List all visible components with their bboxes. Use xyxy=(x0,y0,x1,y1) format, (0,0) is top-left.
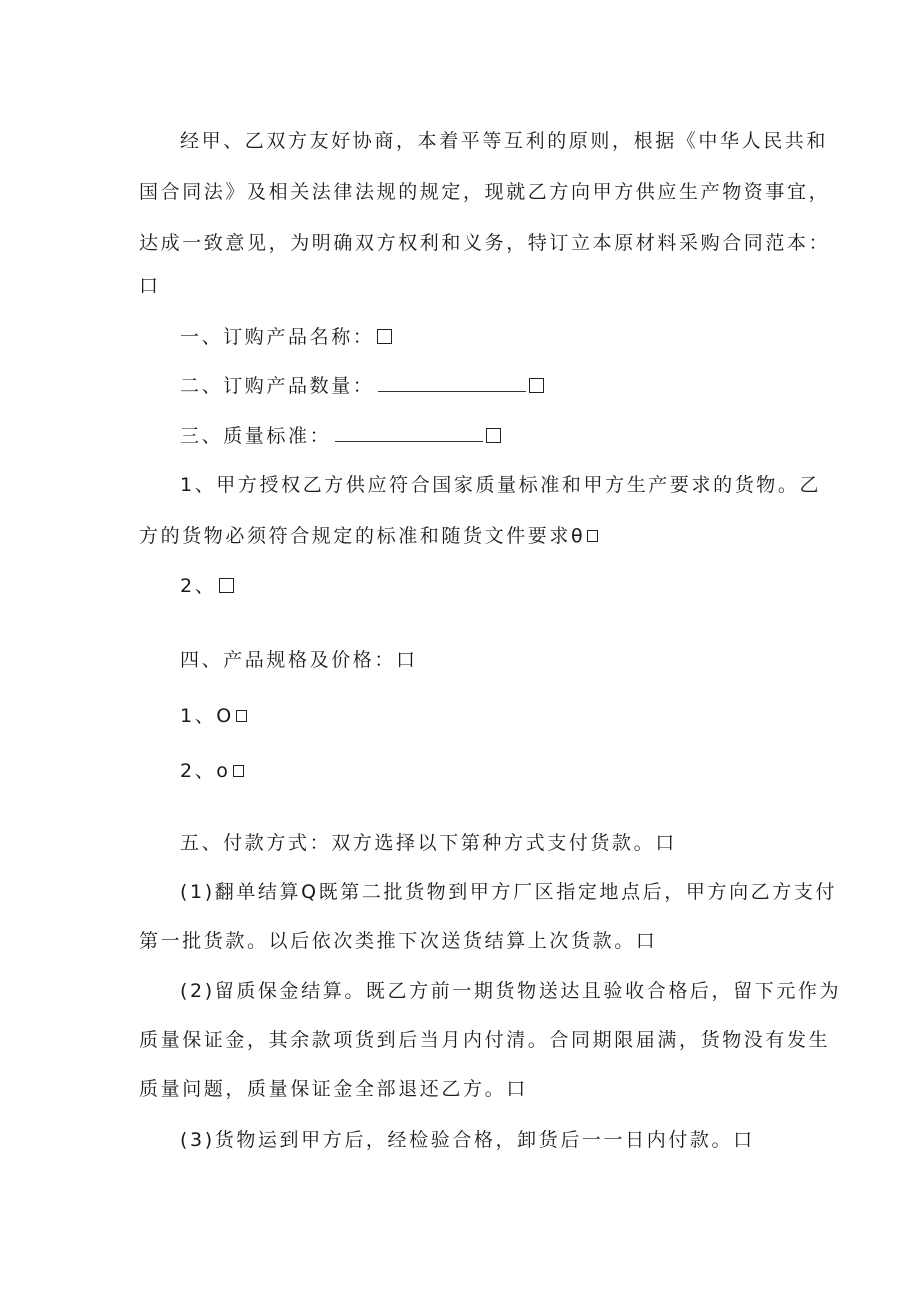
fill-in-blank xyxy=(335,424,483,442)
spec-item-2-text: 2、o xyxy=(180,760,231,782)
fill-in-blank xyxy=(378,374,526,392)
section-quality-standard xyxy=(180,424,501,448)
section-product-quantity-label: 二、订购产品数量： xyxy=(180,375,375,397)
intro-line-2: 国合同法》及相关法律法规的规定，现就乙方向甲方供应生产物资事宜， xyxy=(139,181,831,203)
quality-item-2 xyxy=(180,574,234,598)
quality-item-1-line-2-text: 方的货物必须符合规定的标准和随货文件要求θ xyxy=(139,525,586,547)
intro-line-4: 口 xyxy=(139,275,161,297)
payment-option-3: (3)货物运到甲方后，经检验合格，卸货后一一日内付款。口 xyxy=(180,1129,755,1151)
payment-option-2-line-1: (2)留质保金结算。既乙方前一期货物送达且验收合格后，留下元作为 xyxy=(180,980,842,1002)
section-payment: 五、付款方式：双方选择以下第种方式支付货款。口 xyxy=(180,832,677,854)
section-quality-standard-label: 三、质量标准： xyxy=(180,425,332,447)
quality-item-1-line-1: 1、甲方授权乙方供应符合国家质量标准和甲方生产要求的货物。乙 xyxy=(180,474,822,496)
payment-option-2-line-3: 质量问题，质量保证金全部退还乙方。口 xyxy=(139,1078,528,1100)
section-product-name xyxy=(180,325,392,349)
quality-item-1-line-2 xyxy=(139,524,598,548)
intro-line-3: 达成一致意见，为明确双方权利和义务，特订立本原材料采购合同范本： xyxy=(139,232,831,254)
section-product-name-label: 一、订购产品名称： xyxy=(180,326,375,348)
checkbox-placeholder xyxy=(377,329,392,344)
checkbox-placeholder xyxy=(236,710,247,722)
section-product-quantity xyxy=(180,374,544,398)
section-spec-price: 四、产品规格及价格：口 xyxy=(180,649,418,671)
intro-line-1: 经甲、乙双方友好协商，本着平等互利的原则，根据《中华人民共和 xyxy=(180,130,829,152)
checkbox-placeholder xyxy=(233,765,244,777)
spec-item-2 xyxy=(180,759,244,783)
quality-item-2-text: 2、 xyxy=(180,575,217,597)
checkbox-placeholder xyxy=(587,530,598,542)
payment-option-1-line-1: (1)翻单结算Q既第二批货物到甲方厂区指定地点后，甲方向乙方支付 xyxy=(180,881,838,903)
payment-option-2-line-2: 质量保证金，其余款项货到后当月内付清。合同期限届满，货物没有发生 xyxy=(139,1029,831,1051)
payment-option-1-line-2: 第一批货款。以后依次类推下次送货结算上次货款。口 xyxy=(139,930,658,952)
spec-item-1-text: 1、O xyxy=(180,705,234,727)
spec-item-1 xyxy=(180,704,247,728)
checkbox-placeholder xyxy=(529,378,544,393)
checkbox-placeholder xyxy=(219,578,234,593)
checkbox-placeholder xyxy=(486,428,501,443)
